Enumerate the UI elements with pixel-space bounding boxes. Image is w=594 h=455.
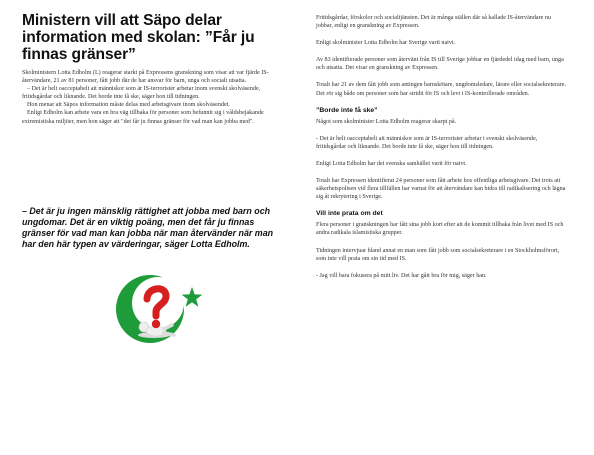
lead-paragraph: Hon menar att Säpos information måste delas med arbetsgivare inom skolväsendet. bbox=[27, 102, 230, 109]
lead-text bbox=[22, 69, 272, 126]
article-paragraph: Av 83 identifierade personer som återvänt från IS till Sverige jobbar en fjärdedel idag med barn, unga och utsatta. Det visar en granskning av Expressen. bbox=[316, 57, 564, 72]
article-paragraph: Totalt har 21 av dem fått jobb som antingen barnskötare, ungdomsledare, lärare eller socialsekreterare. Det rör sig både om personer som har stridit för IS och levt i IS-kontrollerade områden. bbox=[316, 82, 566, 97]
pull-quote: – Det är ju ingen mänsklig rättighet att jobba med barn och ungdomar. Det är en viktig poäng, men det får ju finnas gränser för vad man kan jobba när man återvänder när man har den här typen av värderingar, säger Lotta Edholm. bbox=[22, 206, 274, 250]
lead-paragraph: – Det är helt oacceptabelt att människor som är IS-terrorister arbetar inom svenskt skolväsende, fritidsgårdar och liknande. Det borde inte få ske, säger hon till tidningen. bbox=[22, 86, 261, 101]
article-paragraph: Enligt skolminister Lotta Edholm har Sverige varit naivt. bbox=[316, 40, 456, 47]
right-column bbox=[316, 14, 568, 289]
article-paragraph: Totalt har Expressen identifierat 24 personer som fått arbete hos offentliga arbetsgivare. Det trots att säkerhetspolisen vid flera tillfällen har varnat för att återvändare kan bidra till radikalisering och lägna sig åt rekrytering i Sverige. bbox=[316, 178, 566, 201]
article-paragraph: Flera personer i granskningen har fått sina jobb kort efter att de kommit tillbaka från livet med IS och andra radikala islamistiska grupper. bbox=[316, 222, 564, 237]
article-paragraph: Något som skolminister Lotta Edholm reagerar skarpt på. bbox=[316, 118, 457, 125]
crescent-star-question-mark-icon bbox=[114, 265, 204, 355]
lead-paragraph: Skolministern Lotta Edholm (L) reagerar starkt på Expressens granskning som visar att var fjärde IS-återvändare, 21 av 81 personer, fått jobb där de har ansvar för barn, unga och socialt utsatta. bbox=[22, 70, 269, 85]
article-paragraph: Tidningen intervjuar bland annat en man som fått jobb som socialsekreterare i en Stockholmsförort, som inte vill prata om sin tid med IS. bbox=[316, 247, 560, 262]
article-paragraph: Fritidsgårdar, förskolor och socialtjänsten. Det är många ställen där så kallade IS-återvändare nu jobbar, enligt en granskning av Expressen. bbox=[316, 15, 551, 30]
article-paragraph: - Det är helt oacceptabelt att människor som är IS-terrorister arbetar i svenskt skolväsende, fritidsgårdar och liknande. Det borde inte få ske, säger hon till tidningen. bbox=[316, 135, 538, 150]
article-paragraph: - Jag vill bara fokusera på mitt liv. Det har gått bra för mig, säger han. bbox=[316, 272, 487, 279]
section-heading: ”Borde inte få ske” bbox=[316, 106, 378, 114]
left-column bbox=[22, 12, 272, 126]
lead-paragraph: Enligt Edholm kan arbete vara en bra väg tillbaka för personer som befunnit sig i våldsbejakande extremistiska miljöer, men hon säger att "det får ju finnas gränser för vad man kan jobba med". bbox=[22, 110, 264, 125]
section-heading: Vill inte prata om det bbox=[316, 210, 383, 218]
article-headline: Ministern vill att Säpo delar information med skolan: ”Får ju finnas gränser” bbox=[22, 12, 255, 63]
article-paragraph: Enligt Lotta Edholm har det svenska samhället varit för naivt. bbox=[316, 160, 467, 167]
